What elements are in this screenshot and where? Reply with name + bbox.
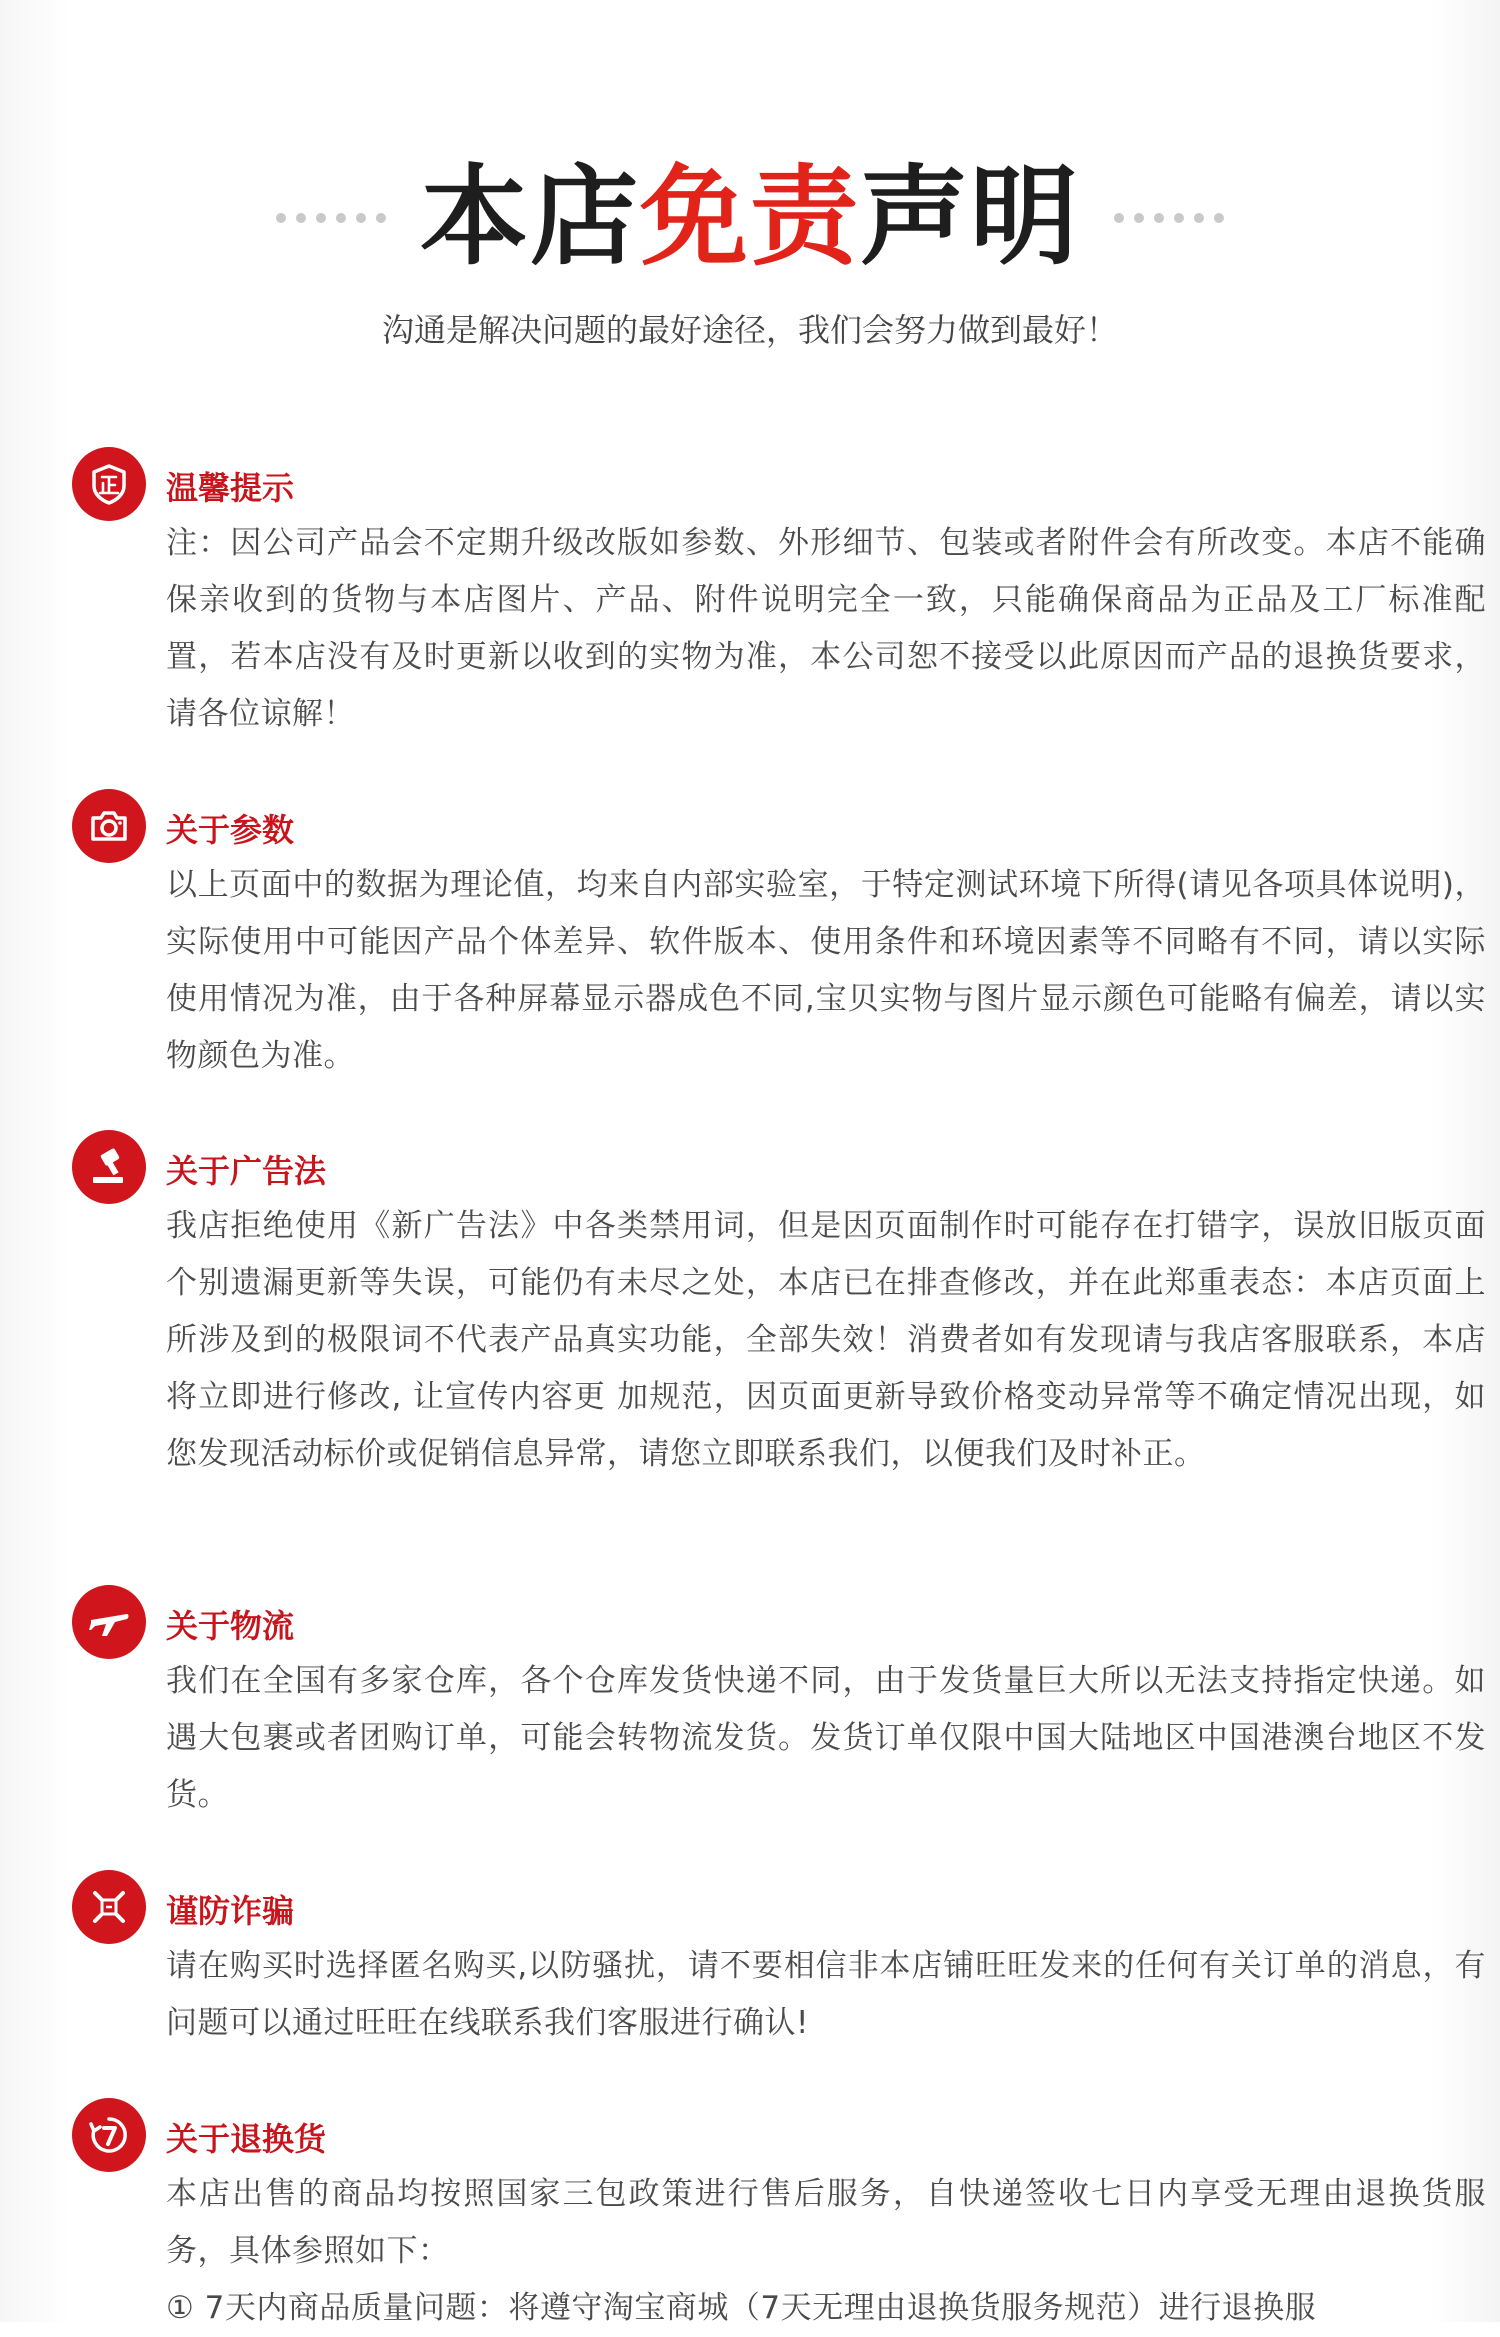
section-text: 我们在全国有多家仓库，各个仓库发货快递不同，由于发货量巨大所以无法支持指定快递。如遇大包裹或者团购订单，可能会转物流发货。发货订单仅限中国大陆地区中国港澳台地区不发货。 <box>166 1663 1486 1813</box>
section-text: 请在购买时选择匿名购买,以防骚扰，请不要相信非本店铺旺旺发来的任何有关订单的消息，有问题可以通过旺旺在线联系我们客服进行确认! <box>166 1948 1486 2041</box>
right-dots-divider <box>1114 213 1224 223</box>
section-body <box>166 2166 1486 2337</box>
section-title: 关于广告法 <box>166 1152 327 1190</box>
section-body <box>166 1198 1486 1483</box>
section-list-item: ① 7天内商品质量问题：将遵守淘宝商城（7天无理由退换货服务规范）进行退换服 <box>166 2290 1317 2326</box>
title-part2: 声明 <box>860 155 1081 280</box>
page-title <box>420 148 1080 288</box>
title-part1: 本店 <box>419 155 640 280</box>
section-text: 注：因公司产品会不定期升级改版如参数、外形细节、包装或者附件会有所改变。本店不能确保亲收到的货物与本店图片、产品、附件说明完全一致，只能确保商品为正品及工厂标准配置，若本店没有及时更新以收到的实物为准，本公司恕不接受以此原因而产品的退换货要求，请各位谅解！ <box>166 525 1486 732</box>
section-text: 以上页面中的数据为理论值，均来自内部实验室，于特定测试环境下所得(请见各项具体说明)，实际使用中可能因产品个体差异、软件版本、使用条件和环境因素等不同略有不同，请以实际使用情况为准，由于各种屏幕显示器成色不同,宝贝实物与图片显示颜色可能略有偏差，请以实物颜色为准。 <box>166 867 1486 1074</box>
section-title: 关于参数 <box>166 811 295 849</box>
title-highlight: 免责 <box>639 155 860 280</box>
left-dots-divider <box>276 213 386 223</box>
section-body <box>166 515 1486 743</box>
section-title: 关于物流 <box>166 1607 295 1645</box>
page-subtitle: 沟通是解决问题的最好途径，我们会努力做到最好！ <box>381 311 1118 349</box>
section-title: 温馨提示 <box>166 469 295 507</box>
camera-icon <box>72 789 146 863</box>
section-body <box>166 1653 1486 1824</box>
title-row <box>0 148 1500 288</box>
seven-day-return-icon <box>72 2098 146 2172</box>
section-text: 我店拒绝使用《新广告法》中各类禁用词，但是因页面制作时可能存在打错字，误放旧版页面个别遗漏更新等失误，可能仍有未尽之处，本店已在排查修改，并在此郑重表态：本店页面上所涉及到的极限词不代表产品真实功能，全部失效！消费者如有发现请与我店客服联系，本店将立即进行修改, 让宣传内容更 加规范，因页面更新导致价格变动异常等不确定情况出现，如您发现活动标价或促销信息异常，请您立即联系我们，以便我们及时补正。 <box>166 1208 1486 1472</box>
section-body <box>166 857 1486 1085</box>
fraud-warning-icon <box>72 1870 146 1944</box>
section-title: 关于退换货 <box>166 2120 327 2158</box>
gavel-icon <box>72 1130 146 1204</box>
section-body <box>166 1938 1486 2052</box>
section-text: 本店出售的商品均按照国家三包政策进行售后服务，自快递签收七日内享受无理由退换货服务，具体参照如下： <box>166 2176 1486 2269</box>
airplane-icon <box>72 1585 146 1659</box>
section-title: 谨防诈骗 <box>166 1892 295 1930</box>
shield-zheng-icon <box>72 447 146 521</box>
